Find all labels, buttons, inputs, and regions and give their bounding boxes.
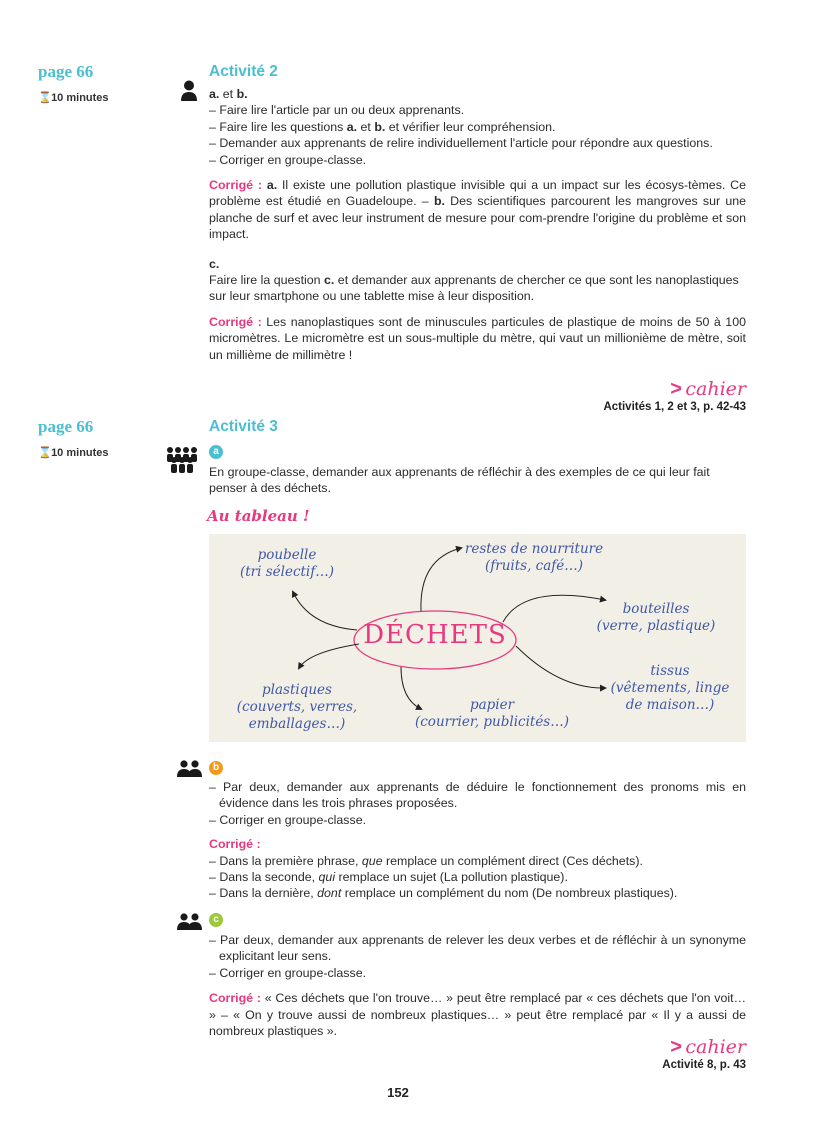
activity-2-body	[209, 86, 746, 363]
chevron-right-icon: >	[670, 378, 682, 400]
au-tableau-label: Au tableau !	[207, 507, 310, 525]
activity-3-intro: En groupe-classe, demander aux apprenants de réfléchir à des exemples de ce qui leur fait penser à des déchets.	[209, 465, 710, 496]
badge-a: a	[209, 443, 223, 459]
cahier-activity-ref: Activité 8, p. 43	[662, 1059, 746, 1071]
timer-text: 10 minutes	[51, 447, 109, 459]
mindmap-papier: papier (courrier, publicités…)	[414, 697, 570, 730]
c-step-1: – Par deux, demander aux apprenants de relever les deux verbes et de réfléchir à un synonyme explicitant leur sens.	[209, 933, 746, 964]
corrige-ab: Corrigé : a. Il existe une pollution plastique invisible qui a un impact sur les écosys-tèmes. Ce problème est étudié en Guadeloupe. – b. Des scientifiques parcourent les mangroves sur une planche de surf et avec leur instrument de mesure pour com-prendre l'origine du problème et son impact.	[209, 178, 746, 242]
timer	[38, 446, 109, 459]
timer-text: 10 minutes	[51, 92, 109, 104]
timer	[38, 91, 109, 104]
step-4: – Corriger en groupe-classe.	[209, 152, 367, 167]
cahier-reference-1	[603, 378, 746, 413]
single-person-icon	[180, 80, 198, 102]
pair-icon	[177, 913, 203, 931]
step-1: – Faire lire l'article par un ou deux apprenants.	[209, 103, 465, 118]
hourglass-icon: ⌛	[38, 92, 52, 104]
mindmap-restes: restes de nourriture (fruits, café…)	[464, 541, 604, 574]
cahier-reference-2	[662, 1036, 746, 1071]
activity-title: Activité 2	[209, 63, 278, 80]
activity-3b-body	[209, 779, 746, 902]
mindmap-poubelle: poubelle (tri sélectif…)	[239, 547, 335, 580]
corrige-c: Corrigé : Les nanoplastiques sont de minuscules particules de plastique de moins de 50 à 100 micromètres. Le micromètre est un sous-multiple du mètre, qui vaut un millionième de mètre, soit un millième de millimètre !	[209, 314, 746, 362]
page-label: page 66	[38, 417, 94, 436]
cahier-label: cahier	[685, 378, 746, 400]
activity-title: Activité 3	[209, 418, 278, 435]
badge-b: b	[209, 759, 223, 775]
step-2: – Faire lire les questions a. et b. et vérifier leur compréhension.	[209, 119, 556, 134]
c-step-2: – Corriger en groupe-classe.	[209, 965, 367, 980]
activity-3c-body	[209, 932, 746, 1039]
badge-c: c	[209, 911, 223, 927]
group-icon	[164, 446, 202, 474]
pair-icon	[177, 760, 203, 778]
cahier-activity-ref: Activités 1, 2 et 3, p. 42-43	[603, 401, 746, 413]
page-label: page 66	[38, 62, 94, 81]
b-corrige-2: – Dans la seconde, qui remplace un sujet (La pollution plastique).	[209, 870, 568, 885]
page-number: 152	[387, 1085, 409, 1100]
mindmap-tissus: tissus (vêtements, linge de maison…)	[610, 663, 730, 713]
subheading-c: c.	[209, 256, 220, 271]
mindmap-center: DÉCHETS	[363, 620, 507, 650]
step-3: – Demander aux apprenants de relire individuellement l'article pour répondre aux questions.	[209, 136, 713, 151]
subheading-ab: a. et b.	[209, 87, 248, 101]
mindmap-plastiques: plastiques (couverts, verres, emballages…)	[236, 682, 358, 732]
b-corrige-3: – Dans la dernière, dont remplace un complément du nom (De nombreux plastiques).	[209, 886, 678, 901]
hourglass-icon: ⌛	[38, 447, 52, 459]
instruction-c: Faire lire la question c. et demander aux apprenants de chercher ce que sont les nanoplastiques sur leur smartphone ou une tablette mise à leur disposition.	[209, 273, 739, 304]
chevron-right-icon: >	[670, 1036, 682, 1058]
b-corrige-1: – Dans la première phrase, que remplace un complément direct (Ces déchets).	[209, 853, 643, 868]
mindmap-bouteilles: bouteilles (verre, plastique)	[596, 601, 716, 634]
b-corrige-label: Corrigé :	[209, 837, 261, 852]
b-step-1: – Par deux, demander aux apprenants de déduire le fonctionnement des pronoms mis en évidence dans les trois phrases proposées.	[209, 780, 746, 811]
b-step-2: – Corriger en groupe-classe.	[209, 812, 367, 827]
c-corrige: Corrigé : « Ces déchets que l'on trouve… » peut être remplacé par « ces déchets que l'on voit… » – « On y trouve aussi de nombreux plastiques… » peut être remplacé par « Il y a aussi de nombreux plastiques ».	[209, 991, 746, 1039]
mindmap-panel	[209, 534, 746, 742]
cahier-label: cahier	[685, 1036, 746, 1058]
